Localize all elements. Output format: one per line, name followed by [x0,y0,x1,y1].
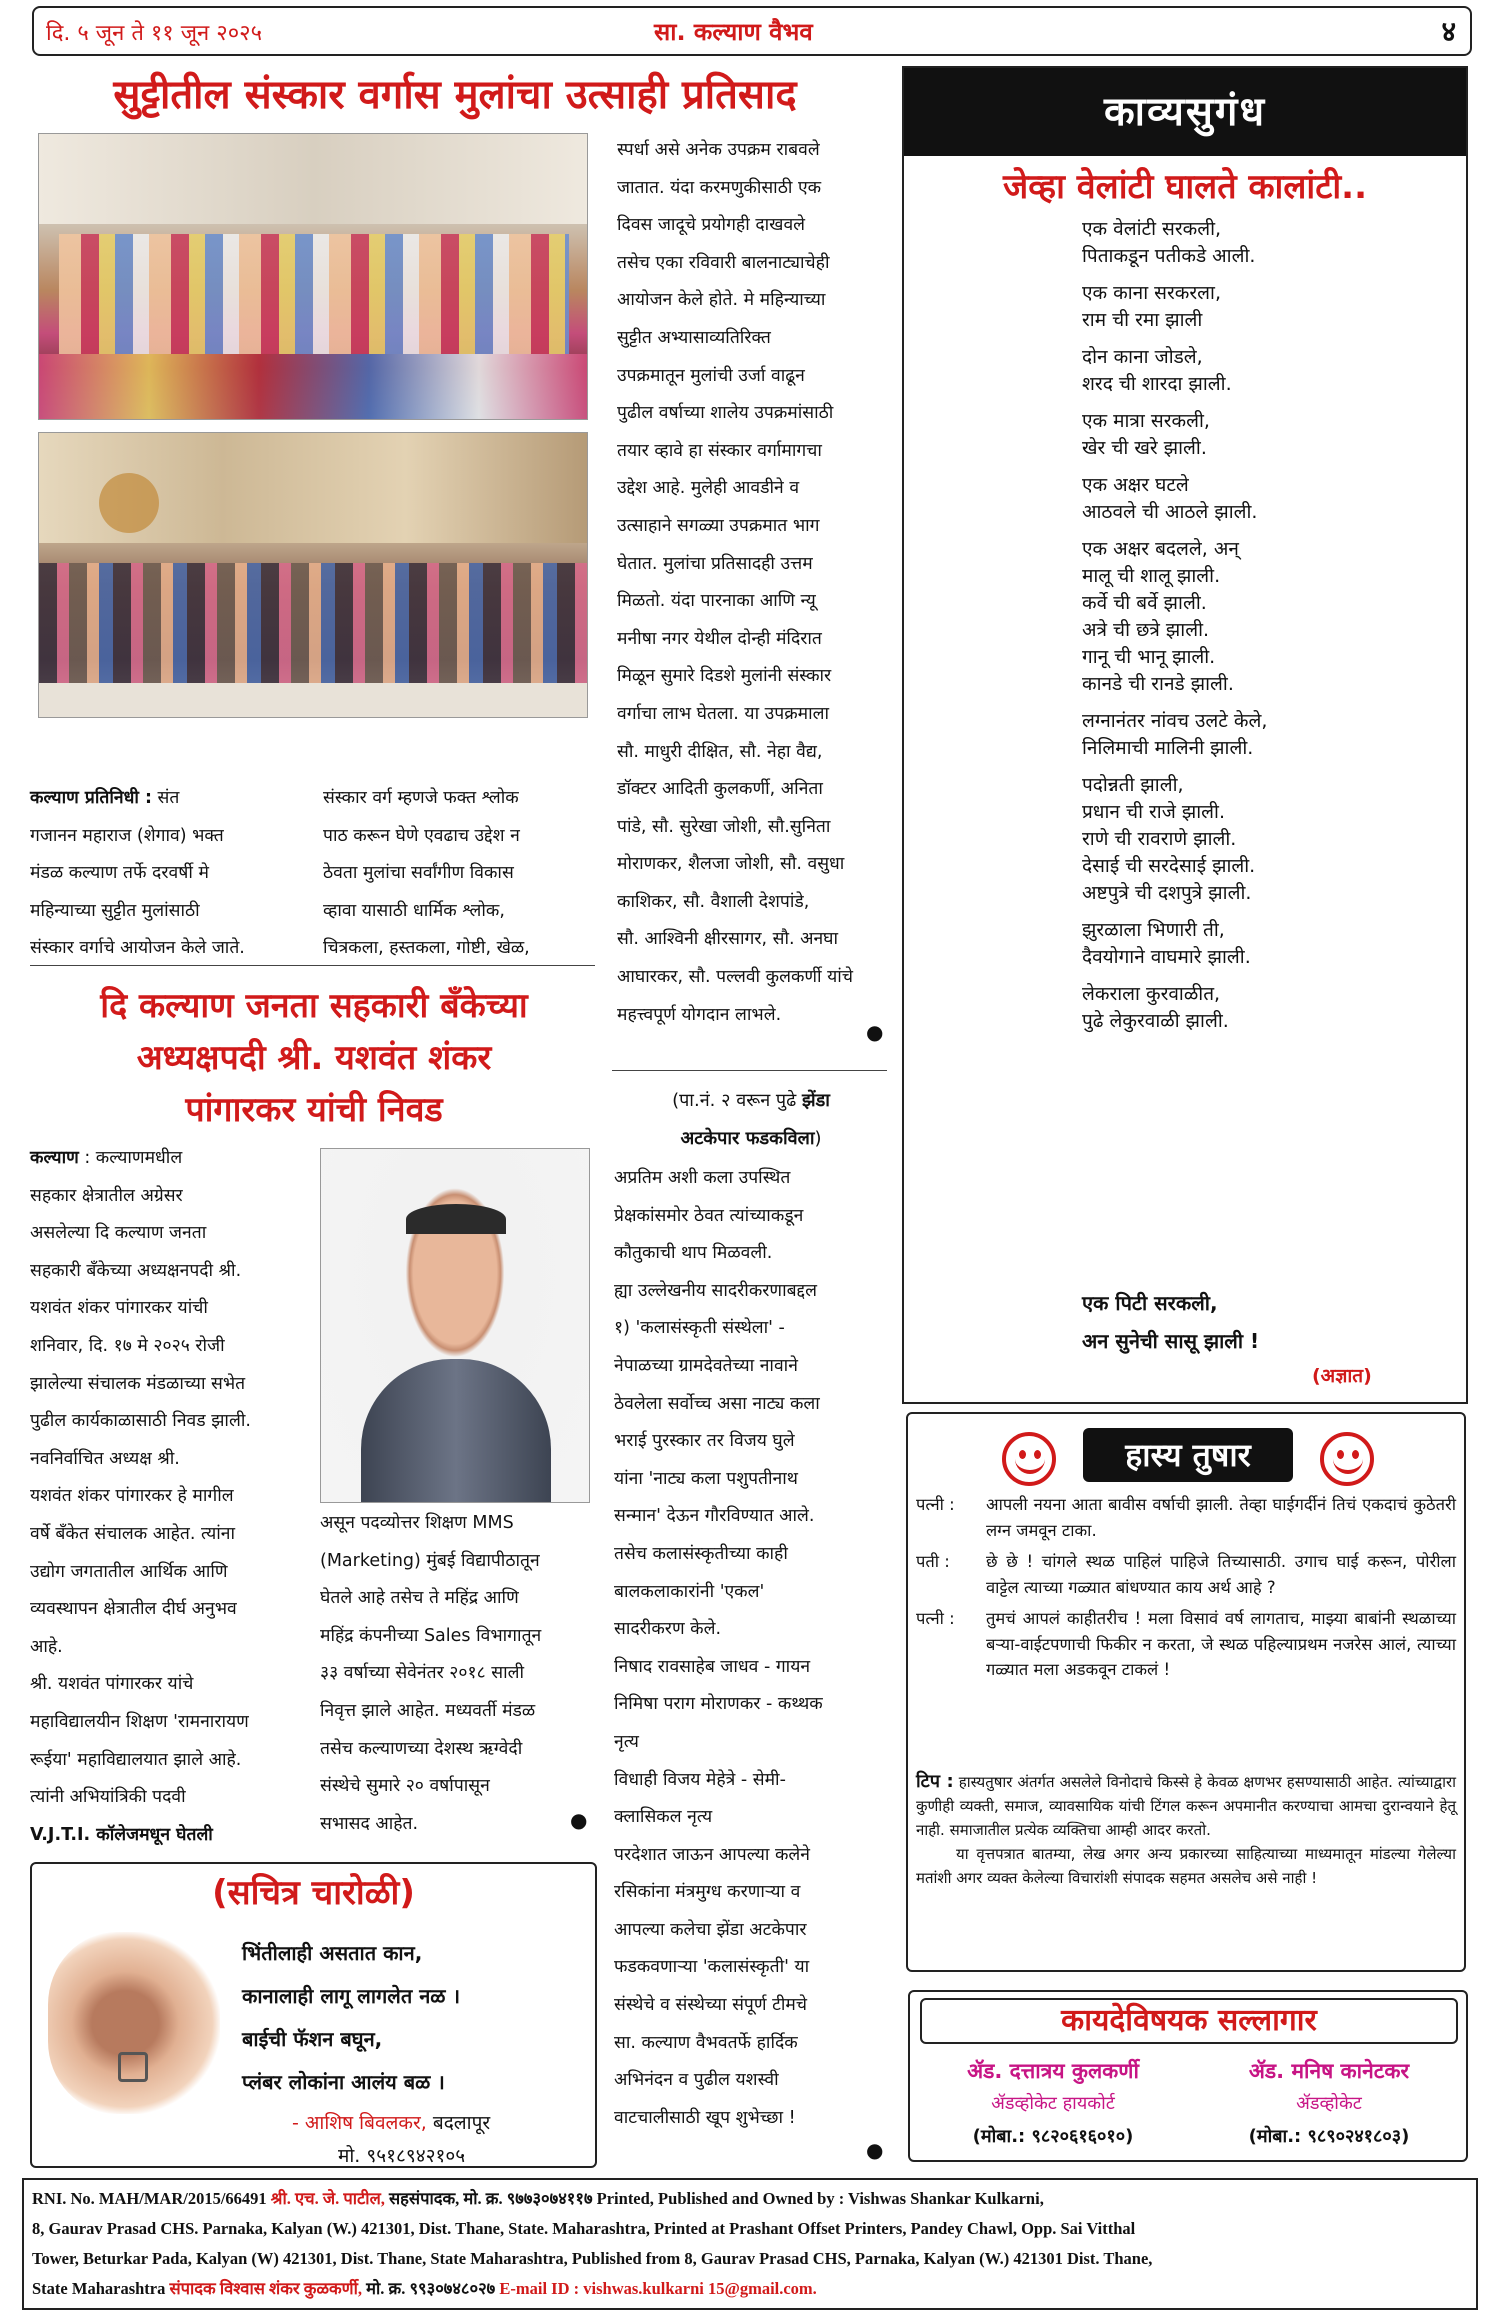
article3-line: अभिनंदन व पुढील यशस्वी [614,2070,779,2091]
hasya-note-text: हास्यतुषार अंतर्गत असलेले विनोदाचे किस्से हे केवळ क्षणभर हसण्यासाठी आहेत. त्यांच्याद्वारा कुणीही व्यक्ती, समाज, व्यावसायिक यांची टिंगल करून अपमानीत करण्याचा आमचा दुरान्वयाने हेतू नाही. समाजातील प्रत्येक व्यक्तिचा आम्ही आदर करतो. [916,1773,1456,1839]
article1-line: गजानन महाराज (शेगाव) भक्त [30,825,224,846]
article3-line: रसिकांना मंत्रमुग्ध करणाऱ्या व [614,1882,801,1903]
article2-line: रूईया' महाविद्यालयात झाले आहे. [30,1749,242,1770]
article3-line: सादरीकरण केले. [614,1619,722,1640]
charoli-line: कानालाही लागू लागलेत नळ । [242,1984,461,2008]
kavya-stanza [1082,216,1462,270]
paper-name: सा. कल्याण वैभव [654,18,813,46]
issue-date: दि. ५ जून ते ११ जून २०२५ [46,21,263,46]
article2-line: निवृत्त झाले आहेत. मध्यवर्ती मंडळ [320,1700,536,1721]
kavya-line: कर्वे ची बर्वे झाली. [1082,592,1207,614]
article1-line: संस्कार वर्ग म्हणजे फक्त श्लोक [323,788,519,808]
article2-line: यशवंत शंकर पांगारकर यांची [30,1298,208,1319]
article1-line: उत्साहाने सगळ्या उपक्रमात भाग [617,515,820,536]
hasya-line: छे छे ! चांगले स्थळ पाहिलं पाहिजे तिच्यासाठी. उगाच घाई करून, पोरीला वाट्टेल त्याच्या गळ्यात बांधण्यात काय अर्थ आहे ? [986,1552,1456,1597]
charoli-mobile: मो. ९५१८९४२१०५ [338,2145,466,2167]
kavya-line: एक अक्षर बदलले, अन् [1082,538,1239,560]
article1-line: काशिकर, सौ. वैशाली देशपांडे, [617,891,810,912]
article3-bullet: ● [866,2138,884,2162]
article3-line: वाटचालीसाठी खूप शुभेच्छा ! [614,2107,796,2128]
article2-bullet: ● [570,1808,588,1832]
article3-line: नेपाळच्या ग्रामदेवतेच्या नावाने [614,1355,798,1376]
kavya-line: कानडे ची रानडे झाली. [1082,673,1234,695]
article2-line: (Marketing) मुंबई विद्यापीठातून [320,1550,540,1571]
charoli-place: बदलापूर [432,2112,491,2134]
article2-line: आहे. [30,1636,63,1657]
charoli-line: भिंतीलाही असतात कान, [242,1941,423,1965]
article1-line: महिन्याच्या सुट्टीत मुलांसाठी [30,900,200,921]
article2-line: ३३ वर्षाच्या सेवेनंतर २०१८ साली [320,1663,525,1684]
legal-p1-phone: (मोबा.: ९८२०६१६०१०) [972,2126,1134,2147]
article1-line: पाठ करून घेणे एवढाच उद्देश न [323,825,520,846]
hasya-title-badge [1083,1428,1293,1482]
portrait-photo [320,1148,590,1503]
article2-line: नवनिर्वाचित अध्यक्ष श्री. [30,1448,180,1469]
divider [30,965,595,966]
footer-line3: Tower, Beturkar Pada, Kalyan (W) 421301, Dist. Thane, State Maharashtra, Published from 8, Gaurav Prasad CHS, Parnaka, Kalyan (W.) 421301 Dist. Thane, [32,2249,1153,2268]
article1-line: पांडे, सौ. सुरेखा जोशी, सौ.सुनिता [617,816,831,837]
article3-line: नृत्य [614,1731,639,1752]
charoli-verse [242,1932,592,2104]
article3-intro [615,1082,887,1158]
article3-line: निषाद रावसाहेब जाधव - गायन [614,1656,811,1677]
imprint-footer [22,2178,1478,2310]
article1-line: जातात. यंदा करमणुकीसाठी एक [617,177,822,198]
article3-divider [612,1070,887,1071]
hasya-box [906,1412,1466,1972]
charoli-author: - आशिष बिवलकर, [292,2112,427,2134]
article2-col-a [30,1140,300,1854]
legal-p2-phone: (मोबा.: ९८९०२४१८०३) [1248,2126,1410,2147]
footer-editor-mobile: मो. क्र. ९९३०७४८०२७ [362,2279,500,2298]
article1-line: संत [151,788,180,808]
kavya-line: अष्टपुत्रे ची दशपुत्रे झाली. [1082,882,1252,904]
article1-byline: कल्याण प्रतिनिधी : [30,788,152,808]
legal-person1 [918,2054,1188,2154]
kavya-line: राम ची रमा झाली [1082,309,1203,331]
article1-title: सुट्टीतील संस्कार वर्गास मुलांचा उत्साही प्रतिसाद [113,72,797,118]
article3-intro-bold2: अटकेपार फडकविला [680,1128,815,1149]
article3-body [614,1160,886,2137]
footer-editor: संपादक विश्वास शंकर कुळकर्णी, [169,2279,363,2298]
article3-line: क्लासिकल नृत्य [614,1807,713,1828]
hasya-row [916,1492,1456,1543]
article2-line: : कल्याणमधील [78,1148,183,1168]
footer-coeditor-contact: सहसंपादक, मो. क्र. ९७७३०७४११७ Printed, Published and Owned by : Vishwas Shankar Kulkarni, [384,2189,1044,2208]
article1-line: तयार व्हावे हा संस्कार वर्गामागचा [617,440,822,461]
legal-p2-role: ॲडव्होकेट [1296,2093,1362,2114]
article2-line: त्यांनी अभियांत्रिकी पदवी [30,1787,186,1808]
article3-intro-close: ) [814,1128,822,1149]
article2-line: पुढील कार्यकाळासाठी निवड झाली. [30,1411,251,1432]
kavya-stanza [1082,344,1462,398]
article2-title [30,980,598,1136]
article3-line: आपल्या कलेचा झेंडा अटकेपार [614,1919,807,1940]
article1-line: महत्त्वपूर्ण योगदान लाभले. [617,1004,782,1025]
kavya-final [1082,1284,1462,1360]
article1-col-b [323,780,593,968]
article1-line: दिवस जादूचे प्रयोगही दाखवले [617,215,806,236]
article1-col-a [30,780,310,968]
kavya-line: एक वेलांटी सरकली, [1082,218,1222,240]
charoli-line: प्लंबर लोकांना आलंय बळ । [242,2070,445,2094]
article2-line: सभासद आहेत. [320,1813,419,1834]
hasya-note2: या वृत्तपत्रात बातम्या, लेख अगर अन्य प्रकारच्या साहित्याच्या माध्यमातून मांडल्या गेलेल्या मतांशी अगर व्यक्त केलेल्या विचारांशी संपादक सहमत असलेच असे नाही ! [916,1845,1456,1887]
article1-line: पुढील वर्षाच्या शालेय उपक्रमांसाठी [617,403,834,424]
article1-col-right-text [617,132,885,1034]
smiley-left-icon [1002,1432,1056,1486]
kavya-band [904,68,1466,156]
kavya-final-line1: एक पिटी सरकली, [1082,1291,1218,1315]
kavya-line: देसाई ची सरदेसाई झाली. [1082,855,1256,877]
article1-line: मिळून सुमारे दिडशे मुलांनी संस्कार [617,666,832,687]
page-header [32,6,1472,56]
article2-byline: कल्याण [30,1148,79,1168]
article3-intro-bold: झेंडा [802,1090,830,1111]
charoli-line: बाईची फॅशन बघून, [242,2027,383,2051]
kavya-stanza [1082,536,1462,698]
page-number: ४ [1441,15,1456,48]
hasya-speaker: पत्नी : [916,1495,955,1514]
hasya-line: तुमचं आपलं काहीतरीच ! मला विसावं वर्ष लागताच, माझ्या बाबांनी स्थळाच्या बऱ्या-वाईटपणाची फिकीर न करता, जे स्थळ पहिल्याप्रथम नजरेस आलं, त्याच्या गळ्यात मला अडकवून टाकलं ! [986,1609,1456,1679]
article2-line: झालेल्या संचालक मंडळाच्या सभेत [30,1373,246,1394]
article3-line: निमिषा पराग मोराणकर - कथ्थक [614,1694,823,1715]
article1-col-right [617,132,885,1034]
kavya-stanza [1082,772,1462,907]
kavya-stanza [1082,472,1462,526]
article3-intro-text: (पा.नं. २ वरून पुढे [672,1090,797,1111]
footer-line1 [32,2184,1468,2214]
kavya-line: पिताकडून पतीकडे आली. [1082,245,1256,267]
article1-line: उद्देश आहे. मुलेही आवडीने व [617,478,800,499]
kavya-line: अत्रे ची छत्रे झाली. [1082,619,1210,641]
kavya-line: एक मात्रा सरकली, [1082,410,1210,432]
article2-line: महिंद्र कंपनीच्या Sales विभागातून [320,1625,542,1646]
article1-line: ठेवता मुलांचा सर्वांगीण विकास [323,863,514,884]
kavya-line: प्रधान ची राजे झाली. [1082,801,1225,823]
article2-line: घेतले आहे तसेच ते महिंद्र आणि [320,1588,519,1609]
article2-line: महाविद्यालयीन शिक्षण 'रामनारायण [30,1711,249,1732]
article2-title-line2: अध्यक्षपदी श्री. यशवंत शंकर [136,1038,492,1078]
article2-line: असलेल्या दि कल्याण जनता [30,1223,207,1244]
hasya-dialogue [916,1492,1456,1689]
footer-state: State Maharashtra [32,2279,170,2298]
legal-p2-name: ॲड. मनिष कानेटकर [1248,2059,1410,2083]
charoli-title: (सचित्र चारोळी) [212,1873,415,1913]
legal-p1-role: ॲडव्होकेट हायकोर्ट [991,2093,1115,2114]
legal-box [908,1990,1468,2162]
legal-title: कायदेविषयक सल्लागार [1061,2003,1317,2038]
hasya-row [916,1549,1456,1600]
kavya-final-line2: अन सुनेची सासू झाली ! [1082,1329,1260,1353]
kavya-stanza [1082,981,1462,1035]
kavya-line: आठवले ची आठले झाली. [1082,501,1258,523]
article1-line: सौ. आश्विनी क्षीरसागर, सौ. अनघा [617,929,839,950]
legal-p1-name: ॲड. दत्तात्रय कुलकर्णी [967,2059,1139,2083]
group-photo [38,133,588,420]
hasya-note-label: टिप : [916,1771,954,1792]
article1-line: आयोजन केले होते. मे महिन्याच्या [617,290,826,311]
kavya-line: एक काना सरकरला, [1082,282,1221,304]
kavya-line: खेर ची खरे झाली. [1082,437,1207,459]
kavya-line: दैवयोगाने वाघमारे झाली. [1082,946,1251,968]
kavya-line: लेकराला कुरवाळीत, [1082,983,1221,1005]
footer-line4 [32,2274,1468,2304]
article3-line: अप्रतिम अशी कला उपस्थित [614,1168,791,1188]
article3-line: तसेच कलासंस्कृतीच्या काही [614,1543,788,1564]
article1-line: संस्कार वर्गाचे आयोजन केले जाते. [30,938,245,959]
kavya-line: पदोन्नती झाली, [1082,774,1184,796]
article3-line: परदेशात जाऊन आपल्या कलेने [614,1844,810,1865]
article3-line: १) 'कलासंस्कृती संस्थेला' - [614,1318,785,1339]
hasya-line: आपली नयना आता बावीस वर्षाची झाली. तेव्हा घाईगर्दीनं तिचं एकदाचं कुठेतरी लग्न जमवून टाका. [986,1495,1456,1540]
footer-coeditor: श्री. एच. जे. पाटील, [270,2189,385,2208]
article1-line: डॉक्टर आदिती कुलकर्णी, अनिता [617,779,823,800]
article1-line: सौ. माधुरी दीक्षित, सौ. नेहा वैद्य, [617,741,823,762]
article1-line: तसेच एका रविवारी बालनाट्याचेही [617,252,830,273]
footer-rni: RNI. No. MAH/MAR/2015/66491 [32,2189,271,2208]
article2-line: संस्थेचे सुमारे २० वर्षापासून [320,1776,490,1797]
footer-email: E-mail ID : vishwas.kulkarni 15@gmail.com. [499,2279,817,2298]
article1-bullet: ● [866,1020,884,1044]
article2-col-b [320,1505,595,1843]
article2-line: शनिवार, दि. १७ मे २०२५ रोजी [30,1335,225,1356]
article3-line: सन्मान' देऊन गौरविण्यात आले. [614,1506,815,1527]
article3-line: कौतुकाची थाप मिळवली. [614,1243,773,1264]
article1-line: घेतात. मुलांचा प्रतिसादही उत्तम [617,553,813,574]
article1-line: व्हावा यासाठी धार्मिक श्लोक, [323,900,505,921]
article2-title-line3: पांगारकर यांची निवड [185,1090,443,1130]
legal-title-band [920,1998,1458,2044]
hasya-row [916,1606,1456,1683]
article2-line: तसेच कल्याणच्या देशस्थ ऋग्वेदी [320,1738,523,1759]
article1-line: उपक्रमातून मुलांची उर्जा वाढून [617,365,805,386]
article3-line: विधाही विजय मेहेत्रे - सेमी- [614,1769,786,1790]
article3-line: बालकलाकारांनी 'एकल' [614,1581,765,1602]
article1-line: मंडळ कल्याण तर्फे दरवर्षी मे [30,863,209,884]
smiley-right-icon [1320,1432,1374,1486]
kavya-line: एक अक्षर घटले [1082,474,1189,496]
kavya-line: शरद ची शारदा झाली. [1082,373,1232,395]
kavya-line: झुरळाला भिणारी ती, [1082,919,1225,941]
article2-line: उद्योग जगतातील आर्थिक आणि [30,1561,228,1582]
article3-line: प्रेक्षकांसमोर ठेवत त्यांच्याकडून [614,1205,804,1226]
article2-line: व्यवस्थापन क्षेत्रातील दीर्घ अनुभव [30,1599,237,1620]
hasya-speaker: पती : [916,1552,950,1571]
charoli-box [30,1862,597,2168]
footer-line2: 8, Gaurav Prasad CHS. Parnaka, Kalyan (W.) 421301, Dist. Thane, State. Maharashtra, Printed at Prashant Offset Printers, Pandey Chawl, Opp. Sai Vitthal [32,2219,1136,2238]
kavya-line: मालू ची शालू झाली. [1082,565,1221,587]
article3-line: ह्या उल्लेखनीय सादरीकरणाबद्दल [614,1280,817,1301]
charoli-author-line [292,2109,490,2135]
kavya-line: पुढे लेकुरवाळी झाली. [1082,1010,1229,1032]
hasya-title: हास्य तुषार [1125,1436,1251,1474]
article1-line: मोराणकर, शैलजा जोशी, सौ. वसुधा [617,854,845,875]
hasya-speaker: पत्नी : [916,1609,955,1628]
article2-line: यशवंत शंकर पांगारकर हे मागील [30,1486,234,1507]
article3-line: यांना 'नाट्य कला पशुपतीनाथ [614,1468,798,1489]
article3-line: संस्थेचे व संस्थेच्या संपूर्ण टीमचे [614,1995,807,2016]
legal-person2 [1198,2054,1460,2154]
article3-line: फडकवणाऱ्या 'कलासंस्कृती' या [614,1957,810,1978]
article2-line: सहकार क्षेत्रातील अग्रेसर [30,1185,183,1206]
ear-image [48,1932,220,2114]
article2-line: वर्षे बँकेत संचालक आहेत. त्यांना [30,1523,236,1544]
kavya-stanza [1082,408,1462,462]
article1-line: वर्गाचा लाभ घेतला. या उपक्रमाला [617,703,830,724]
article2-line: असून पदव्योत्तर शिक्षण MMS [320,1513,514,1533]
article1-line: मिळतो. यंदा पारनाका आणि न्यू [617,591,816,612]
article3-line: भराई पुरस्कार तर विजय घुले [614,1431,795,1452]
article1-line: स्पर्धा असे अनेक उपक्रम राबवले [617,140,820,160]
article2-col-a-last: V.J.T.I. कॉलेजमधून घेतली [30,1824,213,1845]
article3-line: ठेवलेला सर्वोच्च असा नाट्य कला [614,1393,820,1414]
kavya-stanza [1082,708,1462,762]
kavya-line: गानू ची भानू झाली. [1082,646,1216,668]
kavya-stanza [1082,280,1462,334]
kavya-box [902,66,1468,1404]
kavya-line: लग्नानंतर नांवच उलटे केले, [1082,710,1268,732]
kavya-line: दोन काना जोडले, [1082,346,1203,368]
kavya-band-title: काव्यसुगंध [1103,89,1267,135]
hasya-note [916,1770,1456,1890]
kavya-stanza [1082,917,1462,971]
article1-line: आघारकर, सौ. पल्लवी कुलकर्णी यांचे [617,967,853,988]
kavya-line: निलिमाची मालिनी झाली. [1082,737,1254,759]
kavya-poem [1082,216,1462,1045]
kavya-author: (अज्ञात) [1312,1365,1372,1387]
kavya-title: जेव्हा वेलांटी घालते कालांटी.. [1002,167,1367,207]
article1-line: मनीषा नगर येथील दोन्ही मंदिरात [617,628,822,649]
article2-line: सहकारी बँकेच्या अध्यक्षनपदी श्री. [30,1260,242,1281]
article3-line: सा. कल्याण वैभवतर्फे हार्दिक [614,2032,798,2053]
audience-photo [38,432,588,718]
article2-line: श्री. यशवंत पांगारकर यांचे [30,1674,194,1695]
article2-title-line1: दि कल्याण जनता सहकारी बँकेच्या [100,986,528,1026]
kavya-line: राणे ची रावराणे झाली. [1082,828,1237,850]
article1-line: चित्रकला, हस्तकला, गोष्टी, खेळ, [323,938,530,959]
article1-line: सुट्टीत अभ्यासाव्यतिरिक्त [617,327,771,348]
